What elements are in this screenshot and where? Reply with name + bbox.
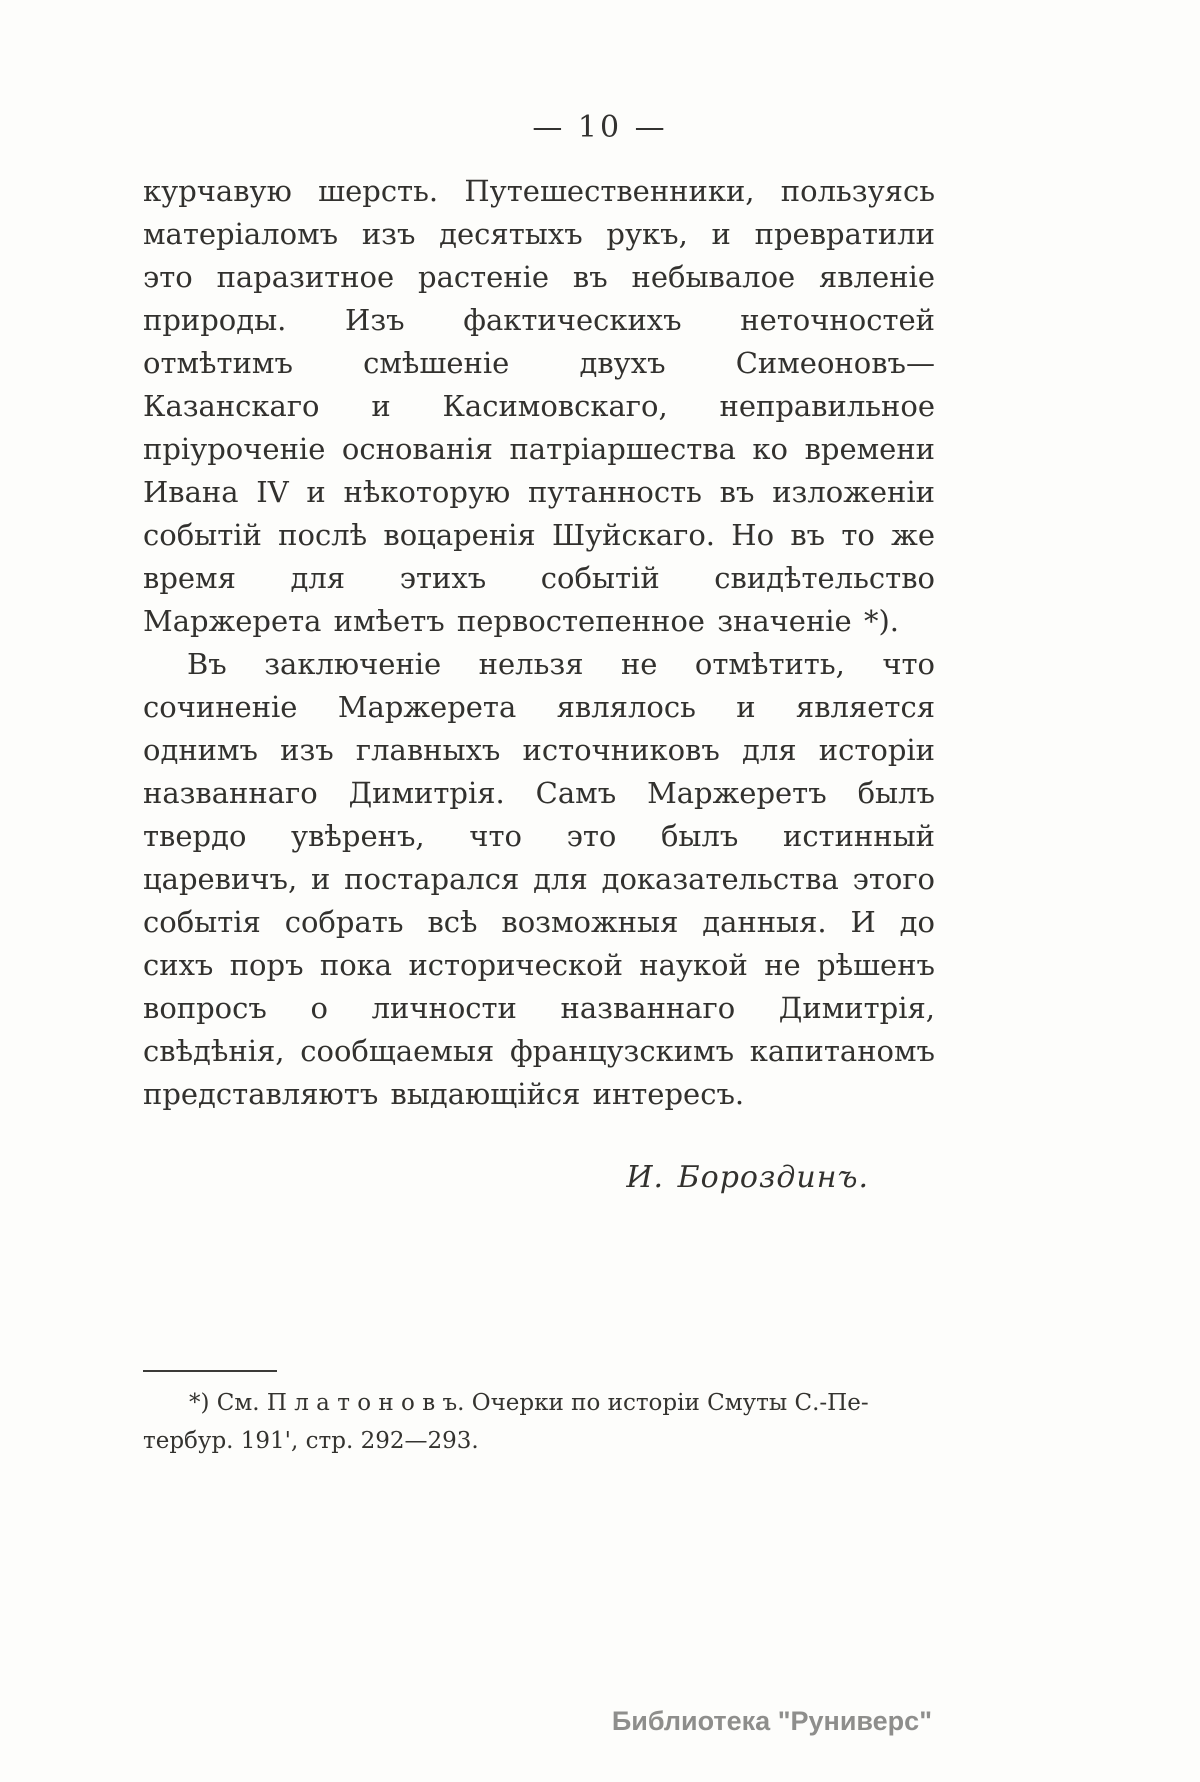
text-block: [143, 170, 935, 1199]
footnote-divider: [143, 1370, 277, 1372]
author-signature: И. Бороздинъ.: [626, 1160, 869, 1195]
footnote-line-1: *) См. П л а т о н о в ъ. Очерки по исторіи Смуты С.-Пе-: [189, 1390, 869, 1416]
footnote-section: [143, 1370, 935, 1460]
paragraph-continuation: курчавую шерсть. Путешественники, пользуясь матеріаломъ изъ десятыхъ рукъ, и превратили это паразитное растеніе въ небывалое явленіе природы. Изъ фактическихъ неточностей отмѣтимъ смѣшеніе двухъ Симеоновъ—Казанскаго и Касимовскаго, неправильное пріуроченіе основанія патріаршества ко времени Ивана IV и нѣкоторую путанность въ изложеніи событій послѣ воцаренія Шуйскаго. Но въ то же время для этихъ событій свидѣтельство Маржерета имѣетъ первостепенное значеніе *).: [143, 174, 935, 638]
footnote-line-2: тербур. 191', стр. 292—293.: [143, 1428, 479, 1454]
library-watermark: Библиотека "Руниверс": [611, 1706, 932, 1736]
page-number: — 10 —: [532, 110, 668, 145]
paragraph-conclusion: Въ заключеніе нельзя не отмѣтить, что сочиненіе Маржерета являлось и является однимъ изъ главныхъ источниковъ для исторіи названнаго Димитрія. Самъ Маржеретъ былъ твердо увѣренъ, что это былъ истинный царевичъ, и постарался для доказательства этого событія собрать всѣ возможныя данныя. И до сихъ поръ пока исторической наукой не рѣшенъ вопросъ о личности названнаго Димитрія, свѣдѣнія, сообщаемыя французскимъ капитаномъ представляютъ выдающійся интересъ.: [143, 647, 935, 1111]
